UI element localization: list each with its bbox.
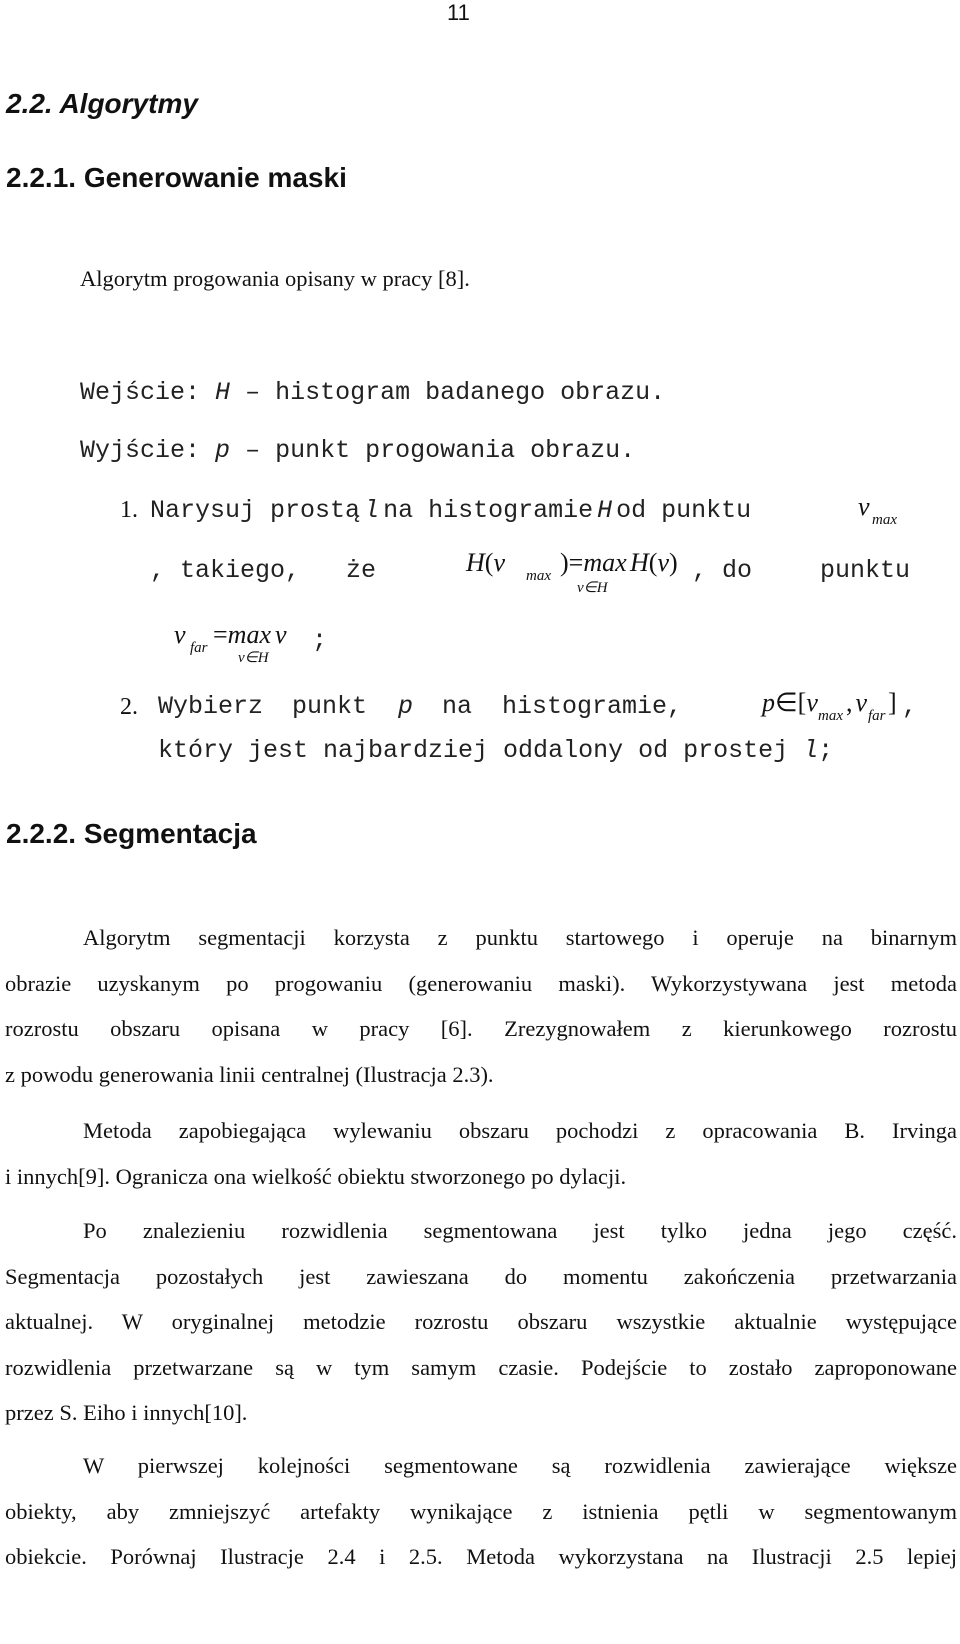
step1-semicolon: ;: [312, 626, 328, 655]
math-hvmax: H(v: [466, 548, 505, 577]
step2-text-d: histogramie,: [502, 692, 683, 721]
math-vfar: v: [174, 620, 186, 649]
step1-var-h: H: [597, 496, 613, 525]
math-sub-max-2: max: [526, 568, 551, 584]
subsection-heading-segmentation: [6, 818, 257, 850]
math-sub-far-2: far: [868, 708, 886, 724]
math-sub-far: far: [190, 640, 208, 656]
paragraph-line: aktualnej. W oryginalnej metodzie rozrostu obszaru wszystkie aktualnie występujące: [5, 1309, 957, 1334]
paragraph-line: rozwidlenia przetwarzane są w tym samym czasie. Podejście to zostało zaproponowane: [5, 1354, 957, 1380]
step1-cont-d: punktu: [820, 556, 911, 585]
paragraph-line: Metoda zapobiegająca wylewaniu obszaru pochodzi z opracowania B. Irvinga: [83, 1118, 957, 1143]
math-sub-max: max: [872, 512, 897, 528]
subsection-heading-mask: [6, 162, 347, 194]
algorithm-output: [80, 436, 635, 465]
section-number: 2.2.: [6, 88, 53, 119]
step1-text-a: Narysuj prostą: [150, 496, 361, 525]
input-desc: – histogram badanego obrazu.: [245, 378, 666, 407]
output-label: Wyjście:: [80, 436, 201, 465]
paragraph-line: obiekty, aby zmniejszyć artefakty wynikające z istnienia pętli w segmentowanym: [5, 1498, 957, 1524]
paragraph-line: Algorytm segmentacji korzysta z punktu startowego i operuje na binarnym: [83, 925, 957, 950]
step1-cont-a: , takiego,: [150, 556, 301, 585]
step1-line1: [120, 496, 751, 525]
subsection-title: Generowanie maski: [83, 162, 347, 193]
math-comma-v: , v: [846, 688, 868, 717]
math-sub-max-3: max: [818, 708, 843, 724]
section-heading: [6, 88, 198, 120]
paragraph-line: z powodu generowania linii centralnej (Ilustracja 2.3).: [5, 1061, 494, 1087]
math-eq-max: )=max: [560, 548, 627, 577]
paragraph-line: Segmentacja pozostałych jest zawieszana do momentu zakończenia przetwarzania: [5, 1263, 957, 1289]
step2-var-p: p: [398, 692, 414, 721]
math-rbracket: ]: [888, 688, 897, 717]
paragraph-line: W pierwszej kolejności segmentowane są rozwidlenia zawierające większe: [83, 1453, 957, 1478]
step2-var-l: l: [803, 736, 819, 765]
step1-var-l: l: [364, 496, 380, 525]
paragraph-line: obrazie uzyskanym po progowaniu (generowaniu maski). Wykorzystywana jest metoda: [5, 970, 957, 996]
step1-text-c: od punktu: [616, 496, 752, 525]
paragraph-line: Po znalezieniu rozwidlenia segmentowana jest tylko jedna jego część.: [83, 1218, 957, 1243]
step1-text-b: na histogramie: [383, 496, 594, 525]
subsection-number: 2.2.2.: [6, 818, 77, 849]
paragraph-line: i innych[9]. Ogranicza ona wielkość obiektu stworzonego po dylacji.: [5, 1163, 627, 1189]
intro-text: Algorytm progowania opisany w pracy [8].: [80, 266, 470, 291]
step2-comma: ,: [902, 692, 918, 721]
subsection-title: Segmentacja: [83, 818, 257, 849]
step2-text-b: punkt: [292, 692, 368, 721]
paragraph-1: [5, 915, 957, 1097]
math-p-in: p∈[v: [762, 688, 818, 717]
step1-cont-c: , do: [692, 556, 753, 585]
paragraph-4: [5, 1443, 957, 1580]
step2-line2: który jest najbardziej oddalony od prostej l;: [158, 736, 834, 765]
math-under-vinh: v∈H: [577, 580, 608, 596]
subsection-number: 2.2.1.: [6, 162, 77, 193]
paragraph-2: [5, 1108, 957, 1199]
step1-cont-b: że: [346, 556, 377, 585]
step2-number: 2.: [120, 694, 138, 720]
step2-text-c: na: [442, 692, 473, 721]
section-title: Algorytmy: [59, 88, 198, 119]
page-number: 11: [447, 0, 470, 25]
input-label: Wejście:: [80, 378, 201, 407]
paragraph-line: rozrostu obszaru opisana w pracy [6]. Zrezygnowałem z kierunkowego rozrostu: [5, 1016, 957, 1041]
math-vmax-start: v: [858, 492, 870, 521]
paragraph-3: [5, 1208, 957, 1436]
paragraph-line: obiekcie. Porównaj Ilustracje 2.4 i 2.5. Metoda wykorzystana na Ilustracji 2.5 lepiej: [5, 1544, 957, 1569]
output-var: p: [215, 436, 231, 465]
output-desc: – punkt progowania obrazu.: [245, 436, 636, 465]
math-hv: H(v): [630, 548, 678, 577]
input-var: H: [215, 378, 231, 407]
step2-text-a: Wybierz: [158, 692, 264, 721]
algorithm-input: [80, 378, 665, 407]
math-under-vinh-2: v∈H: [238, 650, 269, 666]
step1-number: 1.: [120, 497, 138, 523]
paragraph-line: przez S. Eiho i innych[10].: [5, 1400, 248, 1425]
math-eq-max-v: =max v: [213, 620, 287, 649]
